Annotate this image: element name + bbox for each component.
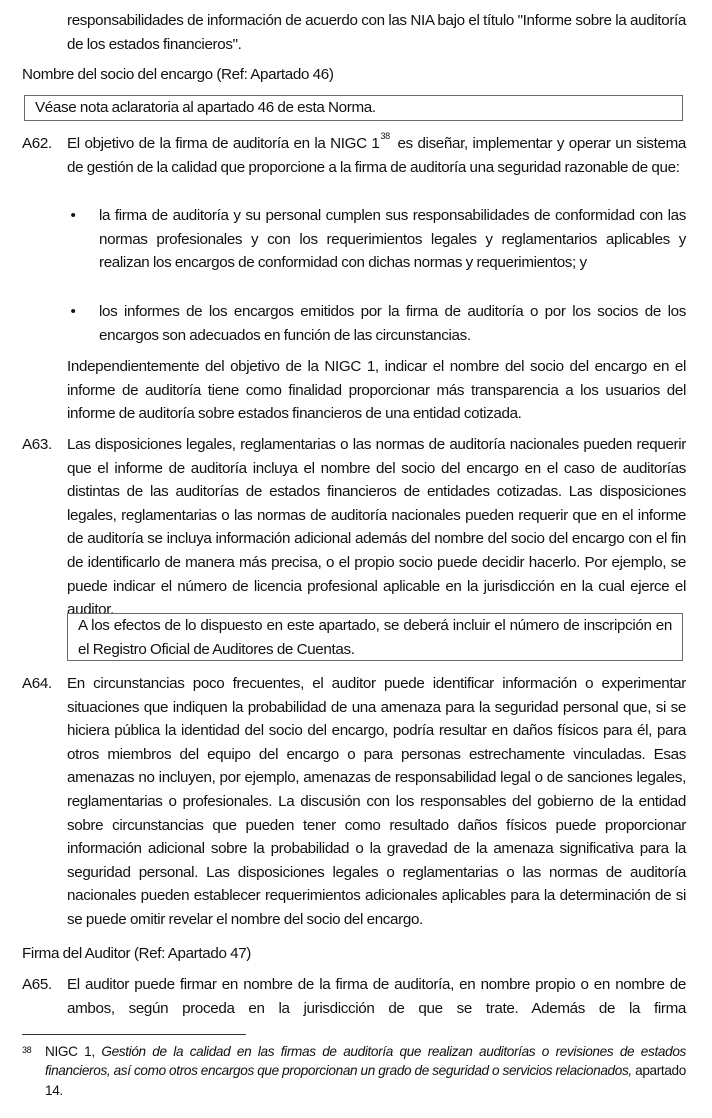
footnote-reference-38[interactable]: 38 [380,130,390,141]
explanatory-note-box-46 [24,95,683,121]
footnote-separator [22,1034,246,1035]
section-heading-socio: Nombre del socio del encargo (Ref: Apartado 46) [22,66,334,83]
bullet-icon: • [70,303,76,320]
explanatory-note-text: Véase nota aclaratoria al apartado 46 de esta Norma. [35,99,376,116]
section-heading-firma: Firma del Auditor (Ref: Apartado 47) [22,945,252,962]
continuation-paragraph: responsabilidades de información de acuerdo con las NIA bajo el título "Informe sobre la auditoría de los estados financieros". [67,12,686,53]
paragraph-a62-text [67,132,686,179]
roac-note-text: A los efectos de lo dispuesto en este apartado, se deberá incluir el número de inscripción en el Registro Oficial de Auditores de Cuentas. [78,617,672,658]
paragraph-a65-text: El auditor puede firmar en nombre de la firma de auditoría, en nombre propio o en nombre de ambos, según proceda en la jurisdicción de que se trate. Además de la firma [67,976,686,1017]
paragraph-number-a63: A63. [22,436,52,453]
paragraph-a63-text: Las disposiciones legales, reglamentarias o las normas de auditoría nacionales pueden requerir que el informe de auditoría incluya el nombre del socio del encargo en el caso de auditorías distintas de las auditorías de estados financieros de entidades cotizadas. Las disposiciones legales, reglamentarias o las normas de auditoría nacionales pueden requerir que en el informe de auditoría se incluya información adicional además del nombre del socio del encargo con el fin de identificarlo de manera más precisa, o el propio socio puede decidir hacerlo. Por ejemplo, se puede indicar el número de licencia profesional aplicable en la jurisdicción en la cual ejerce el auditor. [67,436,686,619]
bullet-icon: • [70,207,76,224]
footnote-tail: apartado 14. [45,1063,686,1098]
a62-text-before-ref: El objetivo de la firma de auditoría en la NIGC 1 [67,135,380,152]
paragraph-number-a62: A62. [22,135,52,152]
footnote-mark-38: 38 [22,1045,32,1055]
footnote-38-text [45,1042,686,1100]
paragraph-number-a65: A65. [22,976,52,993]
footnote-italic-title: Gestión de la calidad en las firmas de auditoría que realizan auditorías o revisiones de estados financieros, así como otros encargos que proporcionan un grado de seguridad o servicios relacionados, [45,1044,686,1079]
a62-text-after-ref: es diseñar, implementar y operar un sistema de gestión de la calidad que proporcione a la firma de auditoría una seguridad razonable de que: [67,135,686,176]
explanatory-note-box-roac [67,613,683,661]
a62-follow-up-paragraph: Independientemente del objetivo de la NIGC 1, indicar el nombre del socio del encargo en el informe de auditoría tiene como finalidad proporcionar más transparencia a los usuarios del informe de auditoría sobre estados financieros de una entidad cotizada. [67,358,686,423]
paragraph-a64-text: En circunstancias poco frecuentes, el auditor puede identificar información o experimentar situaciones que indiquen la probabilidad de una amenaza para la seguridad personal que, si se hiciera pública la identidad del socio del encargo, podría resultar en daños físicos para él, para otros miembros del equipo del encargo o para personas estrechamente vinculadas. Esas amenazas no incluyen, por ejemplo, amenazas de responsabilidad legal o de sanciones legales, reglamentarias o profesionales. La discusión con los responsables del gobierno de la entidad sobre circunstancias que pueden tener como resultado daños físicos puede proporcionar información adicional sobre la probabilidad o la gravedad de la amenaza significativa para la seguridad personal. Las disposiciones legales o reglamentarias o las normas de auditoría nacionales pueden establecer requerimientos adicionales aplicables para la determinación de si se puede omitir revelar el nombre del socio del encargo. [67,675,686,928]
paragraph-number-a64: A64. [22,675,52,692]
footnote-lead: NIGC 1, [45,1044,95,1059]
a62-bullet-1: la firma de auditoría y su personal cumplen sus responsabilidades de conformidad con las normas profesionales y con los requerimientos legales y reglamentarios aplicables y realizan los encargos de conformidad con dichas normas y requerimientos; y [99,207,686,272]
a62-bullet-2: los informes de los encargos emitidos por la firma de auditoría o por los socios de los encargos son adecuados en función de las circunstancias. [99,303,686,344]
